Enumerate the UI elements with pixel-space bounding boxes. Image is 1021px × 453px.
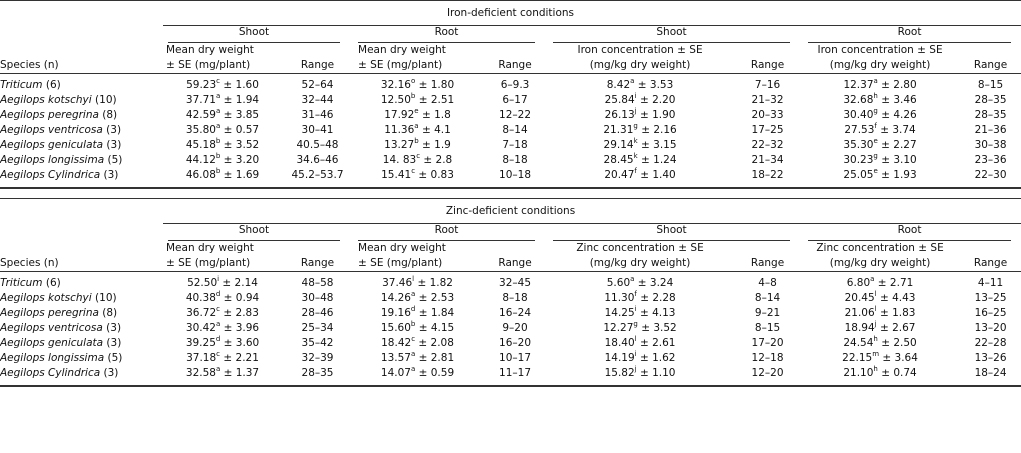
root-concentration: 20.45$^l$ ± 4.43 [844,290,916,304]
shoot-concentration: 11.30$^f$ ± 2.28 [604,290,676,304]
table-row [0,123,1021,138]
root-dry-weight-range: 11–17 [499,367,532,379]
group-shoot-conc: Shoot [545,223,800,241]
shoot-dry-weight: 46.08$^b$ ± 1.69 [185,167,260,181]
shoot-dry-weight: 30.42$^a$ ± 3.96 [185,320,260,334]
shoot-concentration-range: 21–32 [751,94,784,106]
root-concentration-range: 30–38 [974,139,1007,151]
shoot-concentration-range: 12–18 [751,352,784,364]
col-shoot-mean: Mean dry weight ± SE (mg/plant) [166,44,254,71]
root-concentration: 30.40$^g$ ± 4.26 [843,107,917,121]
table-row [0,74,1021,94]
col-shoot-conc: Zinc concentration ± SE (mg/kg dry weight) [576,242,704,269]
root-dry-weight: 15.41$^c$ ± 0.83 [381,167,454,181]
root-concentration-range: 21–36 [974,124,1007,136]
group-shoot-conc: Shoot [545,25,800,43]
root-concentration: 35.30e ± 2.27 [843,137,917,151]
root-concentration: 27.53$^f$ ± 3.74 [844,122,916,136]
root-dry-weight: 15.60$^b$ ± 4.15 [380,320,455,334]
root-dry-weight: 12.50$^b$ ± 2.51 [380,92,455,106]
root-concentration-range: 13–20 [974,322,1007,334]
species-cell: Aegilops Cylindrica (3) [0,169,119,181]
root-concentration-range: 18–24 [974,367,1007,379]
species-cell: Aegilops longissima (5) [0,352,123,364]
table-row [0,153,1021,168]
root-dry-weight-range: 32–45 [499,277,532,289]
shoot-dry-weight-range: 40.5–48 [296,139,339,151]
species-cell: Aegilops geniculata (3) [0,139,122,151]
root-dry-weight: 17.92e ± 1.8 [384,107,451,121]
root-concentration: 24.54$^h$ ± 2.50 [843,335,917,349]
table-row [0,321,1021,336]
root-dry-weight: 11.36$^a$ ± 4.1 [384,122,451,136]
condition-heading [0,1,1021,25]
col-root-mean: Mean dry weight ± SE (mg/plant) [358,242,446,269]
shoot-dry-weight-range: 28–35 [301,367,334,379]
table-row [0,291,1021,306]
shoot-concentration-range: 7–16 [754,79,781,91]
shoot-concentration: 15.82$^j$ ± 1.10 [604,365,676,379]
shoot-concentration-range: 20–33 [751,109,784,121]
shoot-concentration-range: 17–20 [751,337,784,349]
root-concentration-range: 22–30 [974,169,1007,181]
shoot-dry-weight-range: 31–46 [301,109,334,121]
shoot-concentration-range: 22–32 [751,139,784,151]
shoot-dry-weight: 32.58$^a$ ± 1.37 [185,365,260,379]
shoot-concentration: 20.47$^f$ ± 1.40 [604,167,676,181]
group-root-conc: Root [800,223,1021,241]
root-dry-weight-range: 16–24 [499,307,532,319]
root-dry-weight: 14. 83$^c$ ± 2.8 [382,152,453,166]
group-shoot-weight: Shoot [160,223,350,241]
shoot-concentration: 14.19$^i$ ± 1.62 [604,350,676,364]
species-cell: Triticum (6) [0,79,61,91]
table-row [0,336,1021,351]
shoot-concentration: 5.60$^a$ ± 3.24 [606,275,674,289]
shoot-concentration: 14.25$^i$ ± 4.13 [604,305,676,319]
root-concentration: 18.94$^j$ ± 2.67 [844,320,916,334]
col-root-range: Range [498,257,532,269]
species-cell: Aegilops peregrina (8) [0,109,118,121]
shoot-dry-weight-range: 30–41 [301,124,334,136]
col-root-conc-range: Range [973,59,1008,71]
col-species: Species (n) [0,257,59,269]
col-shoot-conc-range: Range [750,257,785,269]
shoot-dry-weight: 44.12$^b$ ± 3.20 [185,152,260,166]
group-shoot-weight: Shoot [160,25,350,43]
shoot-concentration: 29.14$^k$ ± 3.15 [603,137,677,151]
root-dry-weight: 14.26$^a$ ± 2.53 [380,290,455,304]
species-cell: Aegilops peregrina (8) [0,307,118,319]
root-dry-weight-range: 8–18 [502,154,528,166]
root-dry-weight-range: 9–20 [502,322,528,334]
root-dry-weight-range: 7–18 [502,139,528,151]
shoot-concentration-range: 21–34 [751,154,784,166]
shoot-concentration: 25.84$^i$ ± 2.20 [604,92,676,106]
root-dry-weight-range: 6–9.3 [500,79,530,91]
species-cell: Aegilops geniculata (3) [0,337,122,349]
root-concentration: 30.23$^g$ ± 3.10 [843,152,917,166]
root-concentration: 6.80$^a$ ± 2.71 [846,275,914,289]
shoot-concentration: 12.27$^g$ ± 3.52 [603,320,677,334]
species-cell: Aegilops ventricosa (3) [0,124,122,136]
root-concentration: 21.06$^l$ ± 1.83 [844,305,916,319]
table-row [0,168,1021,187]
root-dry-weight-range: 10–17 [499,352,532,364]
col-root-conc: Iron concentration ± SE (mg/kg dry weight) [817,44,943,71]
shoot-concentration-range: 12–20 [751,367,784,379]
root-concentration: 32.68$^h$ ± 3.46 [843,92,917,106]
col-shoot-range: Range [300,257,335,269]
shoot-dry-weight-range: 48–58 [301,277,334,289]
shoot-dry-weight-range: 45.2–53.7 [291,169,344,181]
root-dry-weight: 18.42$^c$ ± 2.08 [381,335,454,349]
root-concentration-range: 22–28 [974,337,1007,349]
shoot-concentration: 28.45$^k$ ± 1.24 [603,152,677,166]
col-root-conc-range: Range [973,257,1008,269]
group-root-weight: Root [350,223,545,241]
shoot-dry-weight: 42.59$^a$ ± 3.85 [185,107,260,121]
table-row [0,366,1021,385]
col-root-conc: Zinc concentration ± SE (mg/kg dry weight) [816,242,944,269]
shoot-dry-weight: 40.38$^d$ ± 0.94 [185,290,260,304]
table-row [0,138,1021,153]
root-concentration-range: 4–11 [977,277,1004,289]
root-dry-weight: 13.27$^b$ ± 1.9 [384,137,451,151]
root-dry-weight: 13.57$^a$ ± 2.81 [380,350,455,364]
root-dry-weight: 37.46$^l$ ± 1.82 [382,275,453,289]
condition-title: Zinc-deficient conditions [445,205,576,217]
table-row [0,272,1021,292]
root-dry-weight-range: 12–22 [499,109,532,121]
root-dry-weight-range: 8–18 [502,292,528,304]
species-cell: Aegilops longissima (5) [0,154,123,166]
shoot-dry-weight: 37.71$^a$ ± 1.94 [185,92,260,106]
table-row [0,351,1021,366]
shoot-concentration-range: 8–14 [754,292,781,304]
shoot-dry-weight: 59.23$^c$ ± 1.60 [186,77,259,91]
shoot-dry-weight-range: 25–34 [301,322,334,334]
shoot-concentration-range: 9–21 [754,307,781,319]
root-concentration: 21.10$^h$ ± 0.74 [843,365,917,379]
shoot-dry-weight-range: 35–42 [301,337,334,349]
shoot-concentration-range: 17–25 [751,124,784,136]
shoot-concentration: 26.13$^j$ ± 1.90 [604,107,676,121]
root-concentration-range: 23–36 [974,154,1007,166]
table-row [0,93,1021,108]
col-shoot-mean: Mean dry weight ± SE (mg/plant) [166,242,254,269]
shoot-dry-weight-range: 32–39 [301,352,334,364]
shoot-dry-weight: 37.18$^c$ ± 2.21 [186,350,259,364]
shoot-dry-weight: 52.50$^i$ ± 2.14 [187,275,258,289]
col-species: Species (n) [0,59,59,71]
shoot-concentration-range: 4–8 [758,277,777,289]
root-concentration-range: 13–26 [974,352,1007,364]
root-dry-weight: 32.16$^o$ ± 1.80 [380,77,455,91]
root-concentration-range: 28–35 [974,94,1007,106]
condition-heading [0,199,1021,223]
shoot-concentration: 21.31$^g$ ± 2.16 [603,122,677,136]
col-shoot-conc-range: Range [750,59,785,71]
shoot-concentration: 18.40$^l$ ± 2.61 [604,335,676,349]
shoot-dry-weight-range: 52–64 [301,79,334,91]
species-cell: Aegilops kotschyi (10) [0,292,117,304]
zinc-table [0,198,1021,387]
root-dry-weight-range: 16–20 [499,337,532,349]
group-root-conc: Root [800,25,1021,43]
table-row [0,306,1021,321]
shoot-dry-weight: 45.18$^b$ ± 3.52 [185,137,260,151]
shoot-dry-weight: 39.25$^d$ ± 3.60 [185,335,260,349]
shoot-dry-weight-range: 32–44 [301,94,334,106]
shoot-dry-weight: 35.80$^a$ ± 0.57 [185,122,260,136]
group-root-weight: Root [350,25,545,43]
col-shoot-range: Range [300,59,335,71]
shoot-dry-weight-range: 34.6–46 [296,154,339,166]
species-cell: Triticum (6) [0,277,61,289]
iron-table [0,0,1021,189]
species-cell: Aegilops kotschyi (10) [0,94,117,106]
col-root-mean: Mean dry weight ± SE (mg/plant) [358,44,446,71]
shoot-concentration: 8.42$^a$ ± 3.53 [606,77,674,91]
root-dry-weight-range: 8–14 [502,124,528,136]
root-concentration: 12.37$^a$ ± 2.80 [843,77,917,91]
root-dry-weight-range: 6–17 [502,94,528,106]
shoot-concentration-range: 8–15 [754,322,781,334]
root-dry-weight-range: 10–18 [499,169,532,181]
col-root-range: Range [498,59,532,71]
root-concentration: 25.05e ± 1.93 [843,167,917,181]
species-cell: Aegilops Cylindrica (3) [0,367,119,379]
shoot-dry-weight-range: 28–46 [301,307,334,319]
root-concentration-range: 16–25 [974,307,1007,319]
root-dry-weight: 14.07$^a$ ± 0.59 [380,365,455,379]
table-row [0,108,1021,123]
shoot-concentration-range: 18–22 [751,169,784,181]
root-concentration-range: 8–15 [977,79,1004,91]
col-shoot-conc: Iron concentration ± SE (mg/kg dry weight) [577,44,703,71]
shoot-dry-weight-range: 30–48 [301,292,334,304]
root-concentration-range: 13–25 [974,292,1007,304]
shoot-dry-weight: 36.72$^c$ ± 2.83 [186,305,259,319]
root-concentration: 22.15$^m$ ± 3.64 [842,350,918,364]
root-concentration-range: 28–35 [974,109,1007,121]
root-dry-weight: 19.16$^d$ ± 1.84 [380,305,455,319]
species-cell: Aegilops ventricosa (3) [0,322,122,334]
condition-title: Iron-deficient conditions [446,7,575,19]
